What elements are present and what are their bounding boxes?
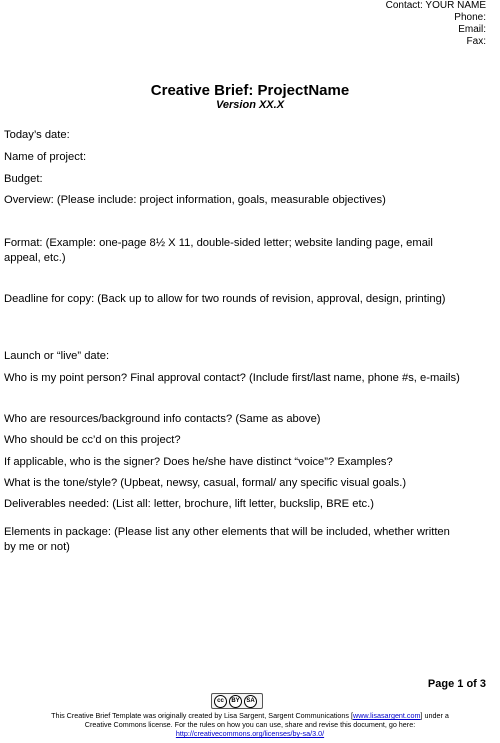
footer-line-2: Creative Commons license. For the rules on how you can use, share and revise this document, go here: [84, 720, 416, 729]
field-project-name: Name of project: [4, 151, 87, 163]
document-version: Version XX.X [215, 99, 285, 111]
creative-commons-badge [211, 693, 263, 709]
field-deliverables: Deliverables needed: (List all: letter, brochure, lift letter, buckslip, BRE etc.) [4, 498, 374, 510]
document-title: Creative Brief: ProjectName [150, 82, 350, 99]
field-deadline: Deadline for copy: (Back up to allow for two rounds of revision, approval, design, printing) [4, 293, 446, 305]
footer-line-1-start: This Creative Brief Template was originally created by Lisa Sargent, Sargent Communications [ [51, 711, 353, 720]
field-cc: Who should be cc’d on this project? [4, 434, 181, 446]
contact-fax: Fax: [466, 36, 486, 47]
footer-license [0, 711, 500, 738]
share-alike-icon: SA [244, 695, 257, 708]
footer-line-1 [0, 711, 500, 720]
contact-name: Contact: YOUR NAME [385, 0, 486, 11]
field-tone: What is the tone/style? (Upbeat, newsy, casual, formal/ any specific visual goals.) [4, 477, 407, 489]
license-link[interactable]: http://creativecommons.org/licenses/by-sa/3.0/ [175, 729, 325, 738]
field-point-person: Who is my point person? Final approval contact? (Include first/last name, phone #s, e-mails) [4, 372, 460, 384]
field-overview: Overview: (Please include: project information, goals, measurable objectives) [4, 194, 386, 206]
field-format: Format: (Example: one-page 8½ X 11, double-sided letter; website landing page, email appeal, etc.) [4, 237, 433, 264]
field-resources: Who are resources/background info contacts? (Same as above) [4, 413, 321, 425]
attribution-icon: BY [229, 695, 242, 708]
contact-block [386, 0, 486, 48]
field-launch-date: Launch or “live” date: [4, 350, 110, 362]
field-budget: Budget: [4, 173, 43, 185]
field-elements: Elements in package: (Please list any other elements that will be included, whether written by me or not) [4, 526, 450, 553]
author-website-link[interactable]: www.lisasargent.com [353, 711, 421, 720]
page-number: Page 1 of 3 [427, 678, 486, 690]
field-todays-date: Today’s date: [4, 129, 70, 141]
contact-email: Email: [458, 24, 486, 35]
field-signer: If applicable, who is the signer? Does he/she have distinct “voice”? Examples? [4, 456, 393, 468]
footer-line-1-end: ] under a [420, 711, 449, 720]
footer-line-3 [0, 729, 500, 738]
contact-phone: Phone: [454, 12, 486, 23]
cc-icon: cc [214, 695, 227, 708]
